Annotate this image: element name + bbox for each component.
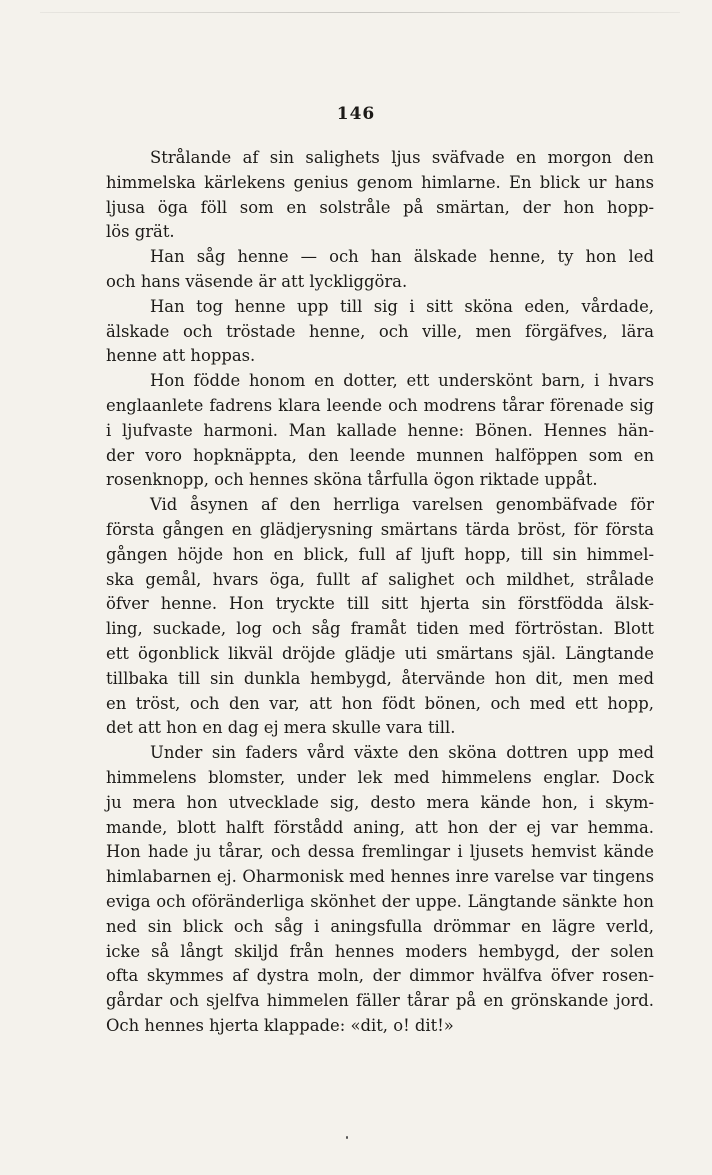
text-line: och hans väsende är att lyckliggöra.: [106, 271, 408, 291]
text-line: i ljufvaste harmoni. Man kallade henne: Bönen. Hennes hän-: [106, 420, 654, 440]
text-line: himlabarnen ej. Oharmonisk med hennes inre varelse var tingens: [106, 867, 654, 887]
text-line: Han tog henne upp till sig i sitt sköna eden, vårdade,: [150, 296, 654, 316]
text-line: ling, suckade, log och såg framåt tiden med förtröstan. Blott: [106, 619, 654, 639]
top-page-edge-rule: [40, 12, 680, 13]
print-speck: [346, 1136, 348, 1139]
text-line: mande, blott halft förstådd aning, att hon der ej var hemma.: [106, 817, 654, 837]
text-line: rosenknopp, och hennes sköna tårfulla ögon riktade uppåt.: [106, 470, 598, 490]
text-line: himmelens blomster, under lek med himmelens englar. Dock: [106, 767, 654, 787]
text-line: ju mera hon utvecklade sig, desto mera kände hon, i skym-: [106, 792, 654, 812]
text-line: Och hennes hjerta klappade: «dit, o! dit!»: [106, 1015, 454, 1035]
text-line: öfver henne. Hon tryckte till sitt hjerta sin förstfödda älsk-: [106, 594, 654, 614]
text-line: gårdar och sjelfva himmelen fäller tårar på en grönskande jord.: [106, 991, 654, 1011]
text-line: första gången en glädjerysning smärtans tärda bröst, för första: [106, 519, 654, 539]
text-line: Under sin faders vård växte den sköna dottren upp med: [150, 743, 654, 763]
text-line: Hon hade ju tårar, och dessa fremlingar i ljusets hemvist kände: [106, 842, 654, 862]
text-line: ljusa öga föll som en solstråle på smärtan, der hon hopp-: [106, 197, 654, 217]
text-line: Hon födde honom en dotter, ett underskönt barn, i hvars: [150, 371, 654, 391]
text-line: älskade och tröstade henne, och ville, men förgäfves, lära: [106, 321, 654, 341]
text-line: Han såg henne — och han älskade henne, ty hon led: [150, 247, 654, 267]
text-line: henne att hoppas.: [106, 346, 256, 366]
text-line: der voro hopknäppta, den leende munnen halföppen som en: [106, 445, 654, 465]
text-line: eviga och oföränderliga skönhet der uppe. Längtande sänkte hon: [106, 891, 654, 911]
text-line: tillbaka till sin dunkla hembygd, återvände hon dit, men med: [106, 668, 654, 688]
text-line: ofta skymmes af dystra moln, der dimmor hvälfva öfver rosen-: [106, 966, 654, 986]
text-line: icke så långt skiljd från hennes moders hembygd, der solen: [106, 941, 654, 961]
text-line: Strålande af sin salighets ljus sväfvade en morgon den: [150, 148, 654, 167]
text-line: en tröst, och den var, att hon födt bönen, och med ett hopp,: [106, 693, 654, 713]
text-line: Vid åsynen af den herrliga varelsen genombäfvade för: [150, 495, 654, 515]
text-line: ned sin blick och såg i aningsfulla drömmar en lägre verld,: [106, 916, 654, 936]
page-number: 146: [336, 104, 376, 124]
text-line: det att hon en dag ej mera skulle vara till.: [106, 718, 456, 738]
text-line: ska gemål, hvars öga, fullt af salighet och mildhet, strålade: [106, 569, 654, 589]
body-text: [106, 146, 654, 1039]
text-line: himmelska kärlekens genius genom himlarne. En blick ur hans: [106, 172, 654, 192]
text-line: gången höjde hon en blick, full af ljuft hopp, till sin himmel-: [106, 544, 654, 564]
text-line: lös grät.: [106, 222, 175, 242]
text-line: ett ögonblick likväl dröjde glädje uti smärtans själ. Längtande: [106, 643, 654, 663]
text-line: englaanlete fadrens klara leende och modrens tårar förenade sig: [106, 395, 654, 415]
